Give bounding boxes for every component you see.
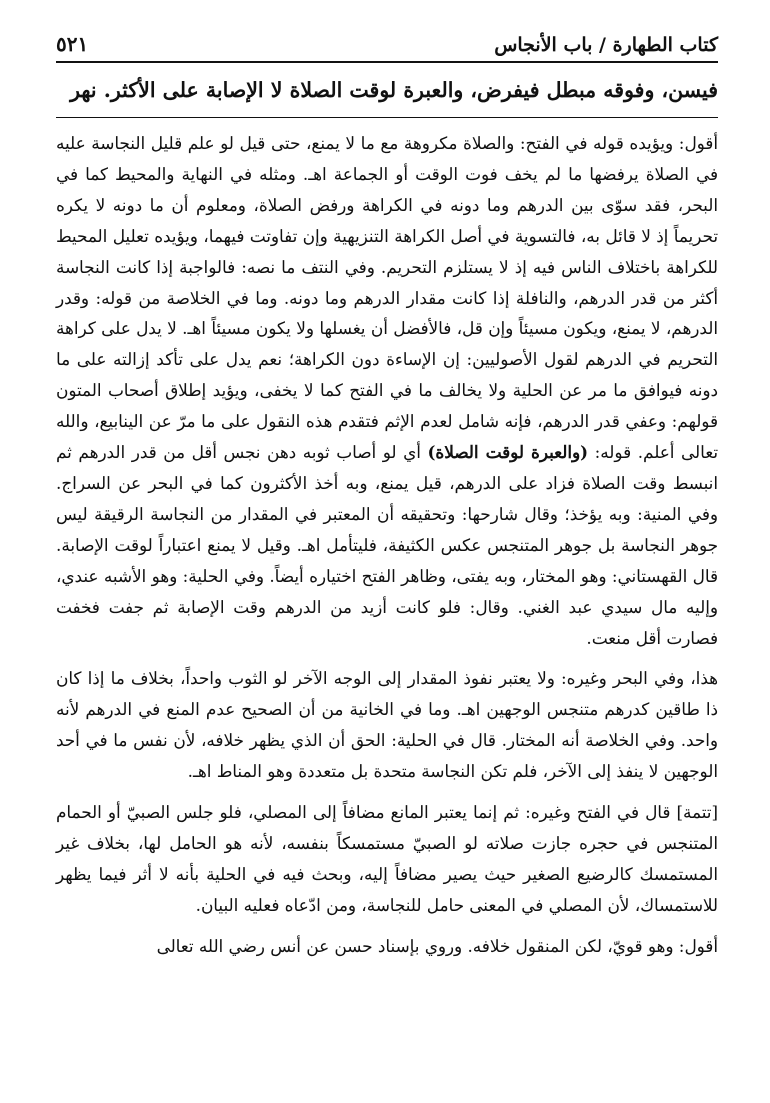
running-header xyxy=(56,32,718,63)
commentary-paragraph-1 xyxy=(56,128,718,653)
quoted-phrase: (والعبرة لوقت الصلاة) xyxy=(427,442,589,463)
commentary-text: أقول: ويؤيده قوله في الفتح: والصلاة مكروهة مع ما لا يمنع، حتى قيل لو علم قليل النجاسة عليه في الصلاة يرفضها ما لم يخف فوت الوقت أو الجماعة اهـ. ومثله في النهاية والمحيط كما في البحر، فقد سوّى بين الدرهم وما دونه في الكراهة ورفض الصلاة، ومعلوم أن ما دونه لا يكره تحريماً إذ لا قائل به، فالتسوية في أصل الكراهة التنزيهية وإن تفاوتت فيهما، ويؤيده تعليل المحيط للكراهة باختلاف الناس فيه إذ لا يستلزم التحريم. وفي النتف ما نصه: فالواجبة إذا كانت النجاسة أكثر من قدر الدرهم، والنافلة إذا كانت مقدار الدرهم وما دونه. وما في الخلاصة من قوله: وقدر الدرهم، لا يمنع، ويكون مسيئاً وإن قل، فالأفضل أن يغسلها ولا يكون مسيئاً اهـ. لا يدل على كراهة التحريم في الدرهم لقول الأصوليين: إن الإساءة دون الكراهة؛ نعم يدل على تأكد إزالته على ما دونه فيوافق ما مر عن الحلية ولا يخالف ما في الفتح كما لا يخفى، ويؤيد إطلاق أصحاب المتون قولهم: وعفي قدر الدرهم، فإنه شامل لعدم الإثم فتقدم هذه النقول على ما مرّ عن الينابيع، والله تعالى أعلم. قوله: xyxy=(56,133,718,463)
commentary-paragraph-2: هذا، وفي البحر وغيره: ولا يعتبر نفوذ المقدار إلى الوجه الآخر لو الثوب واحداً، بخلاف ما إذا كان ذا طاقين كدرهم متنجس الوجهين اهـ. وما في الخانية من أن الصحيح عدم المنع في الدرهم لأنه واحد. وفي الخلاصة أنه المختار. قال في الحلية: الحق أن الذي يظهر خلافه، لأن نفس ما في أحد الوجهين لا ينفذ إلى الآخر، فلم تكن النجاسة متحدة بل متعددة وهو المناط اهـ. xyxy=(56,668,718,782)
commentary-paragraph-4: أقول: وهو قويّ، لكن المنقول خلافه. وروي بإسناد حسن عن أنس رضي الله تعالى xyxy=(156,935,718,956)
chapter-title: كتاب الطهارة / باب الأنجاس xyxy=(494,34,718,56)
commentary-paragraph-3: [تتمة] قال في الفتح وغيره: ثم إنما يعتبر المانع مضافاً إلى المصلي، فلو جلس الصبيّ أو الحمام المتنجس في حجره جازت صلاته لو الصبيّ مستمسكاً بنفسه، لأنه هو الحامل لها، بخلاف غير المستمسك كالرضيع الصغير حيث يصير مضافاً إليه، وبحث فيه في الحلية بأنه لا أثر فيما يظهر للاستمساك، لأن المصلي في المعنى حامل للنجاسة، ومن ادّعاه فعليه البيان. xyxy=(56,802,718,915)
main-text: فيسن، وفوقه مبطل فيفرض، والعبرة لوقت الصلاة لا الإصابة على الأكثر. نهر xyxy=(56,73,718,118)
commentary-text: أي لو أصاب ثوبه دهن نجس أقل من قدر الدرهم ثم انبسط وقت الصلاة فزاد على الدرهم، قيل يمنع، وبه أخذ الأكثرون كما في البحر عن السراج. وفي المنية: وبه يؤخذ؛ وقال شارحها: وتحقيقه أن المعتبر في المقدار من النجاسة الرقيقة ليس جوهر النجاسة بل جوهر المتنجس عكس الكثيفة، فليتأمل اهـ. وقيل لا يمنع اعتباراً لوقت الإصابة. قال القهستاني: وهو المختار، وبه يفتى، وظاهر الفتح اختياره أيضاً. وفي الحلية: وهو الأشبه عندي، وإليه مال سيدي عبد الغني. وقال: فلو كانت أزيد من الدرهم وقت الإصابة ثم جفت فخفت فصارت أقل منعت. xyxy=(56,442,718,648)
page-number: ٥٢١ xyxy=(56,32,89,56)
